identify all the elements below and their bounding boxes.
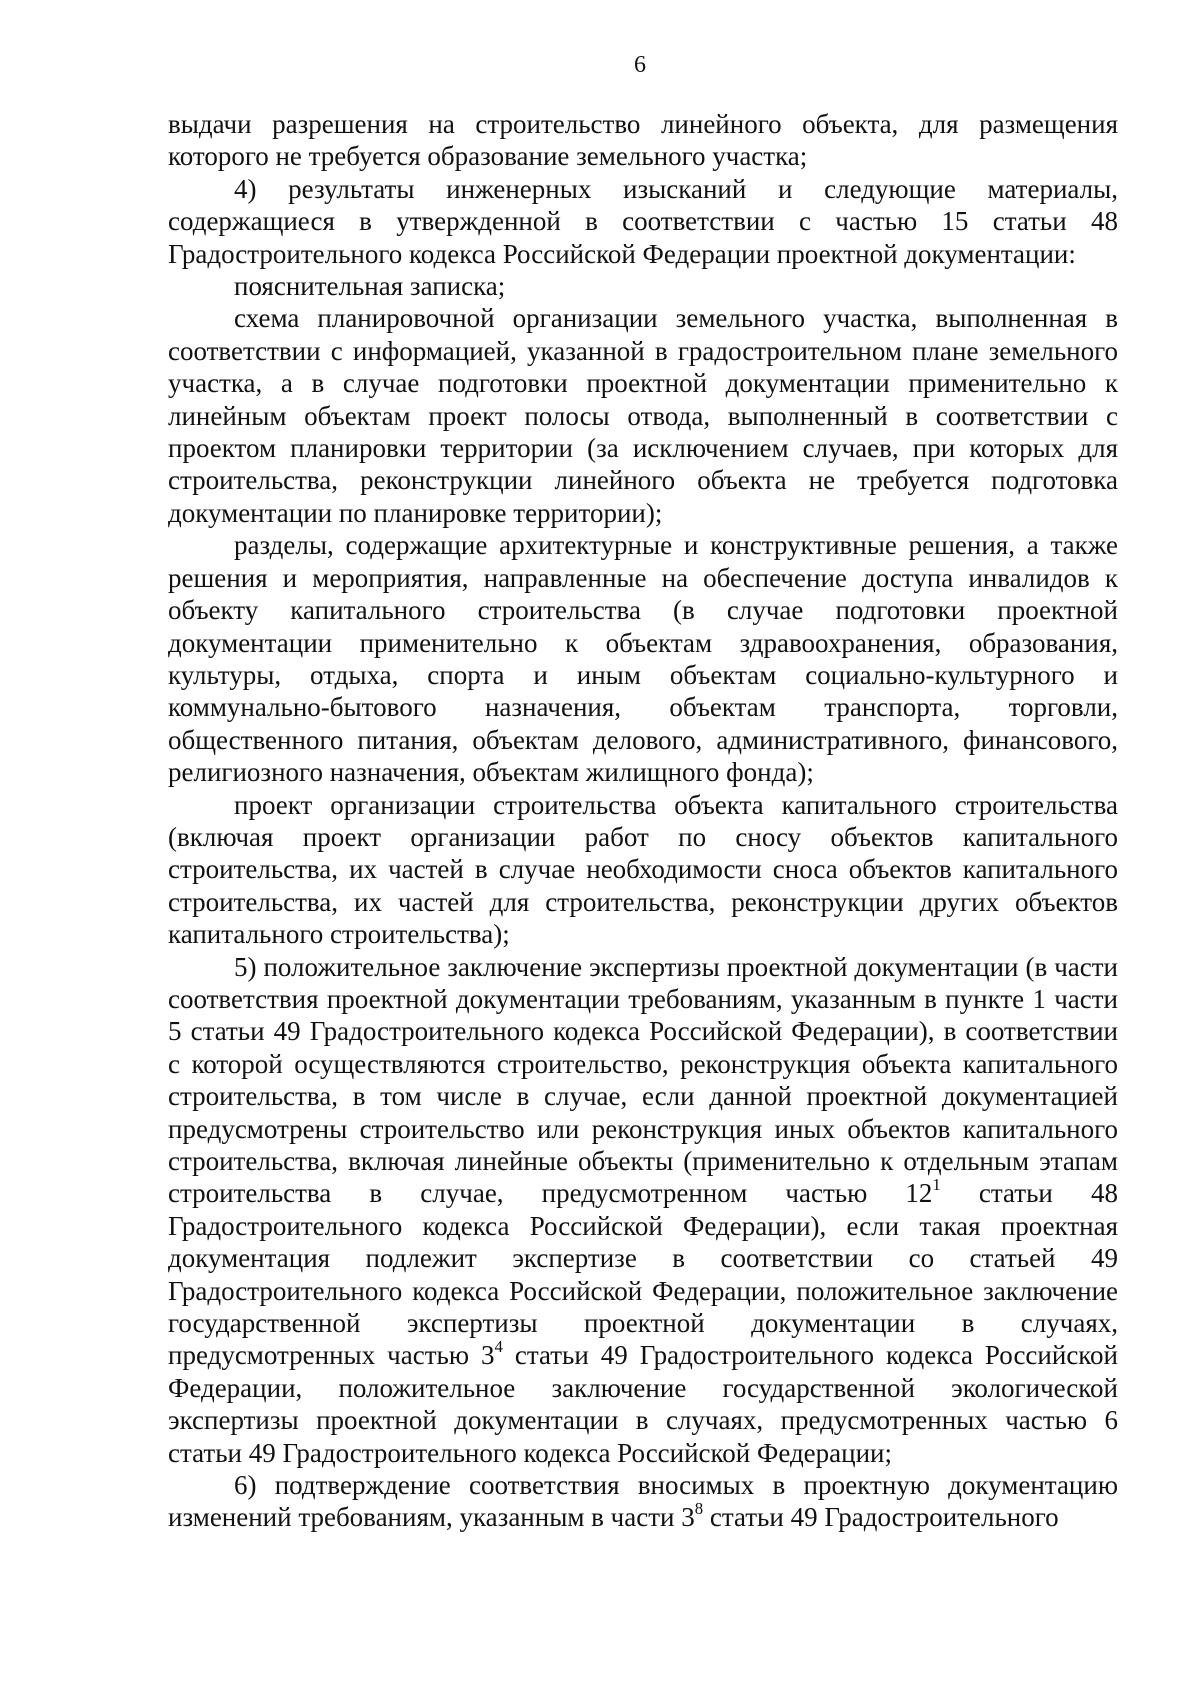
superscript: 4 bbox=[494, 1336, 503, 1356]
paragraph-site-plan: схема планировочной организации земельного участка, выполненная в соответствии с информацией, указанной в градостроительном плане земельного участка, а в случае подготовки проектной документации применительно к линейным объектам проект полосы отвода, выполненный в соответствии с проектом планировки территории (за исключением случаев, при которых для строительства, реконструкции линейного объекта не требуется подготовка документации по планировке территории); bbox=[168, 303, 1118, 528]
document-body bbox=[168, 108, 1118, 1534]
paragraph-item-6 bbox=[168, 1469, 1118, 1534]
paragraph-explanatory-note: пояснительная записка; bbox=[234, 271, 506, 302]
superscript: 8 bbox=[694, 1498, 704, 1518]
paragraph-continuation: выдачи разрешения на строительство линейного объекта, для размещения которого не требуется образование земельного участка; bbox=[168, 109, 1118, 172]
superscript: 1 bbox=[932, 1174, 941, 1194]
paragraph-item-5-text-1: 5) положительное заключение экспертизы проектной документации (в части соответствия проектной документации требованиям, указанным в пункте 1 части 5 статьи 49 Градостроительного кодекса Российской Федерации), в соответствии с которой осуществляются строительство, реконструкция объекта капитального строительства, в том числе в случае, если данной проектной документацией предусмотрены строительство или реконструкция иных объектов капитального строительства, включая линейные объекты (применительно к отдельным этапам строительства в случае, предусмотренном частью 12 bbox=[168, 951, 1118, 1209]
page-number: 6 bbox=[634, 52, 646, 78]
paragraph-construction-project: проект организации строительства объекта капитального строительства (включая проект организации работ по сносу объектов капитального строительства, их частей в случае необходимости сноса объектов капитального строительства, их частей для строительства, реконструкции других объектов капитального строительства); bbox=[168, 789, 1118, 950]
paragraph-sections: разделы, содержащие архитектурные и конструктивные решения, а также решения и мероприятия, направленные на обеспечение доступа инвалидов к объекту капитального строительства (в случае подготовки проектной документации применительно к объектам здравоохранения, образования, культуры, отдыха, спорта и иным объектам социально-культурного и коммунально-бытового назначения, объектам транспорта, торговли, общественного питания, объектам делового, административного, финансового, религиозного назначения, объектам жилищного фонда); bbox=[168, 530, 1118, 788]
paragraph-item-6-text-2: статьи 49 Градостроительного bbox=[703, 1502, 1059, 1533]
paragraph-item-6-text-1: 6) подтверждение соответствия вносимых в проектную документацию изменений требованиям, указанным в части 3 bbox=[168, 1470, 1118, 1533]
paragraph-item-4: 4) результаты инженерных изысканий и следующие материалы, содержащиеся в утвержденной в соответствии с частью 15 статьи 48 Градостроительного кодекса Российской Федерации проектной документации: bbox=[168, 173, 1118, 269]
paragraph-item-5 bbox=[168, 951, 1118, 1470]
paragraph-item-5-text-3: статьи 49 Градостроительного кодекса Российской Федерации, положительное заключение государственной экологической экспертизы проектной документации в случаях, предусмотренных частью 6 статьи 49 Градостроительного кодекса Российской Федерации; bbox=[168, 1340, 1118, 1468]
paragraph-item-5-text-2: статьи 48 Градостроительного кодекса Российской Федерации), если такая проектная документация подлежит экспертизе в соответствии со статьей 49 Градостроительного кодекса Российской Федерации, положительное заключение государственной экспертизы проектной документации в случаях, предусмотренных частью 3 bbox=[168, 1178, 1118, 1371]
